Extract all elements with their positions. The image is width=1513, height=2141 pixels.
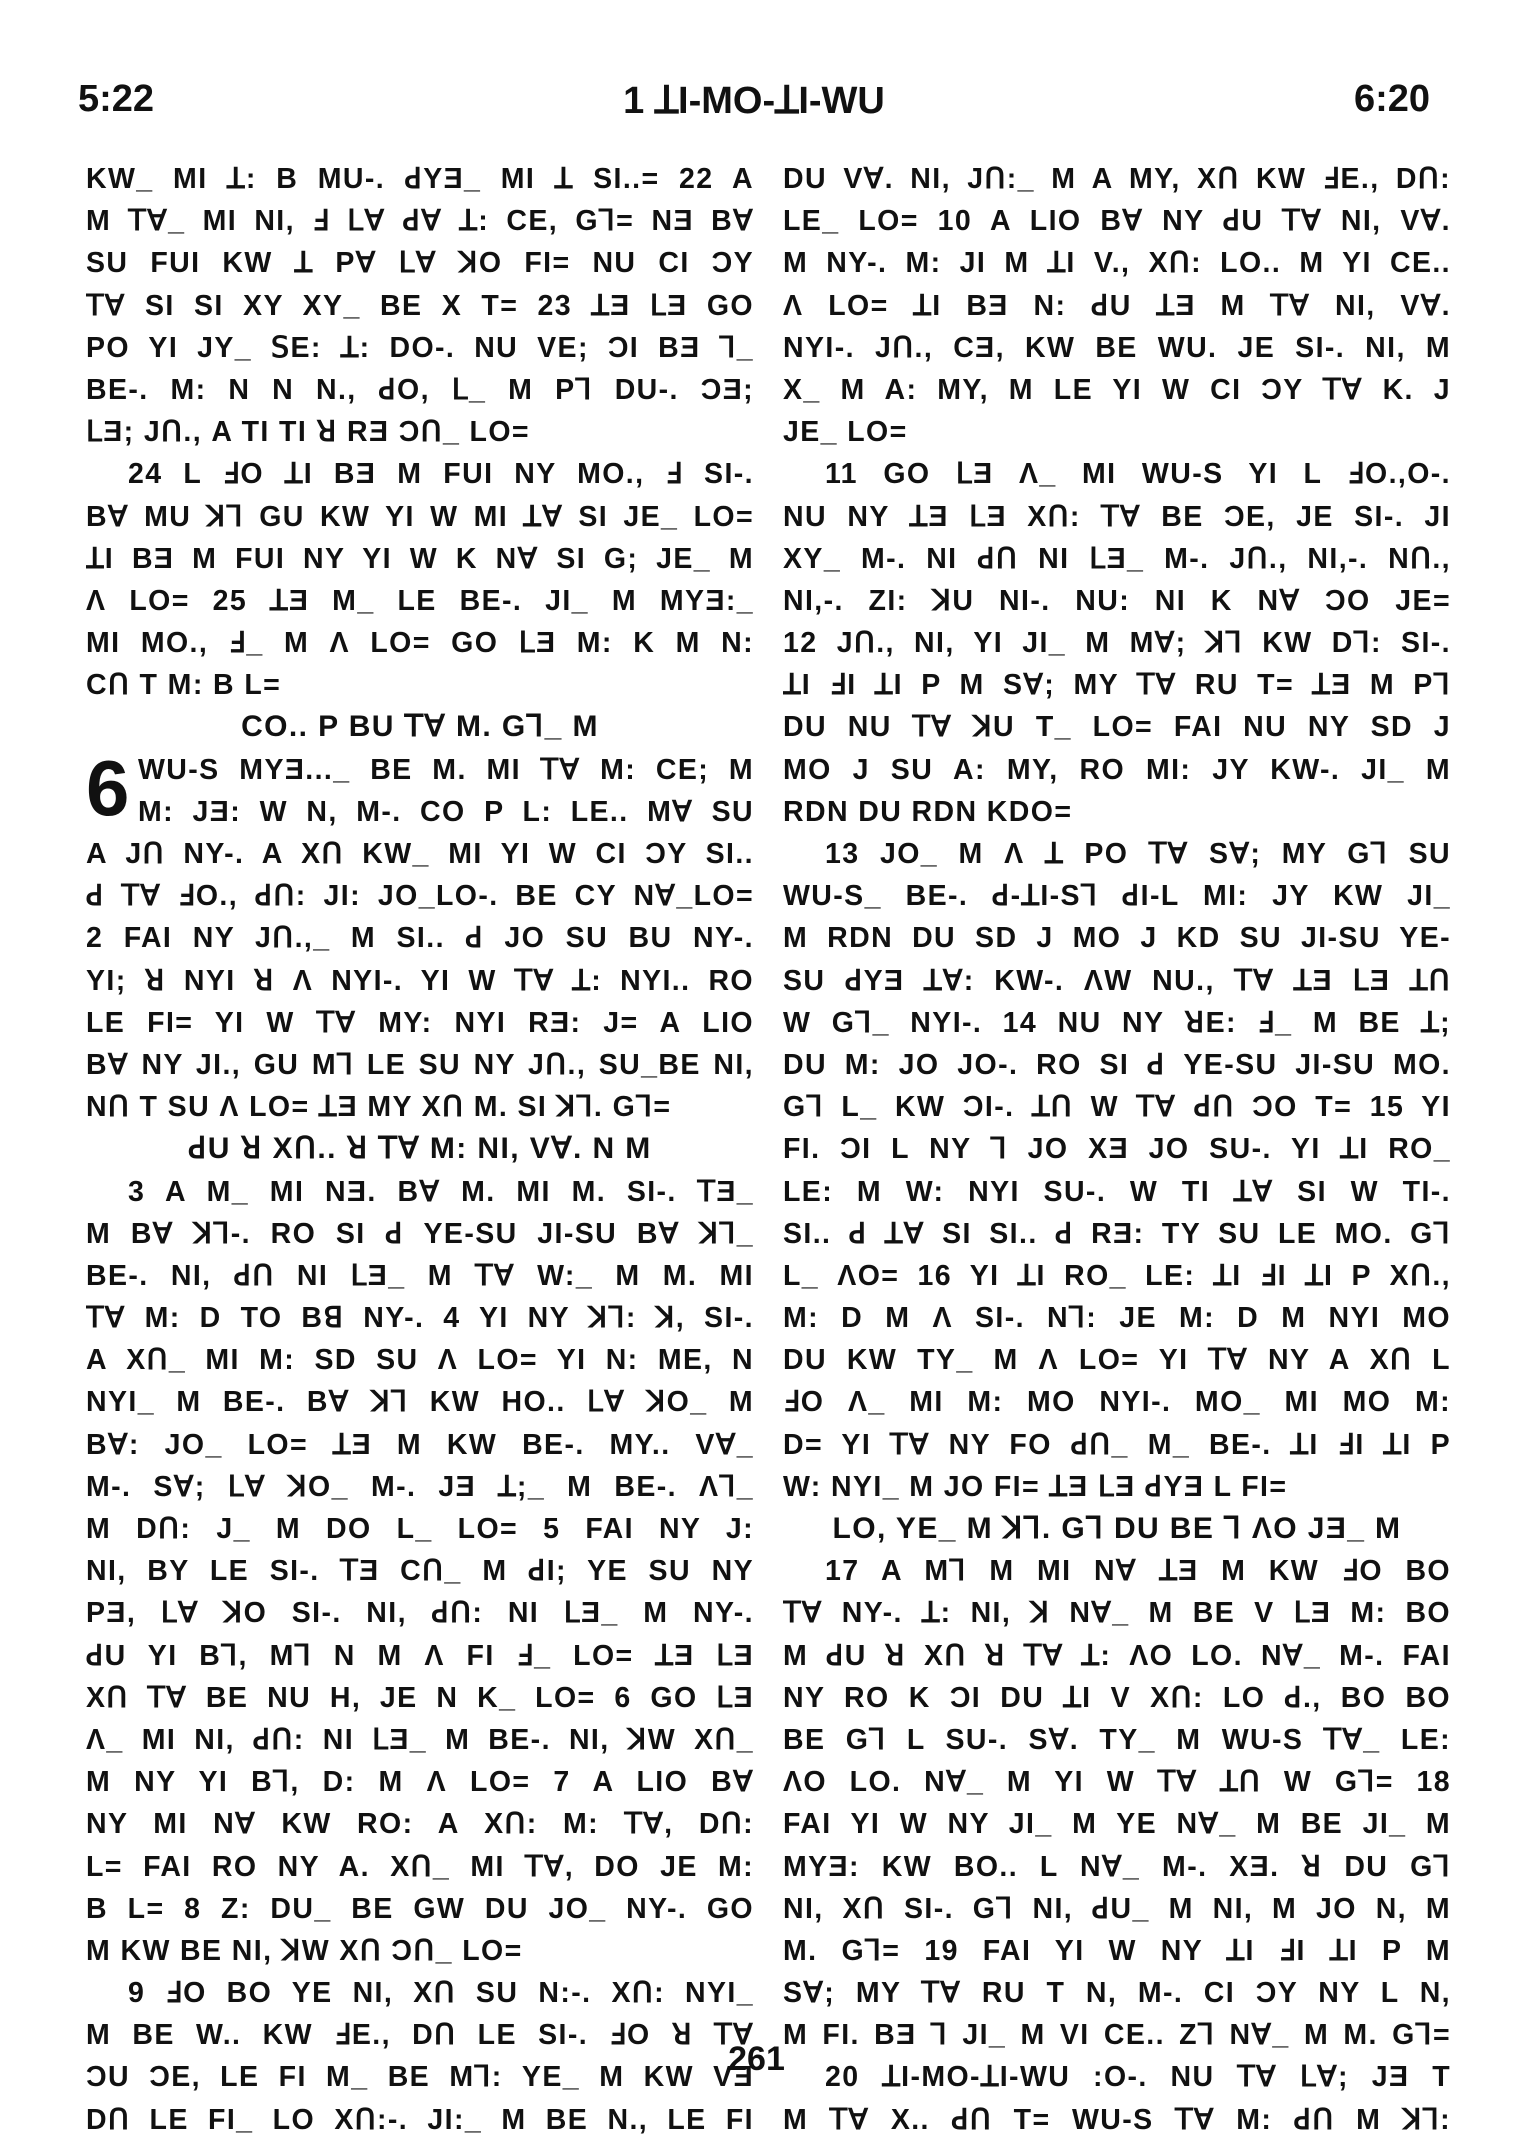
left-text-line: DՈ LE FI_ LO XՈ:-. JI:_ M BE N., LE FI: [86, 2103, 754, 2136]
right-text-line: NI,-. ZI: ꓘU NI-. NU: NI K Nꓯ ƆO JE=: [783, 584, 1451, 617]
right-text-line: ꓞO Ʌ_ MI M: MO NYI-. MO_ MI MO M:: [783, 1386, 1451, 1419]
left-text-line: Bꓯ: JO_ LO= ꓕƎ M KW BE-. MY.. Vꓯ_: [86, 1428, 754, 1461]
right-text-line: M. Gꓶ= 19 FAI YI W NY ꓕI ꓞI ꓕI P M: [783, 1934, 1451, 1967]
running-header: [78, 78, 1430, 128]
left-text-line: NY MI Nꓯ KW RO: A XՈ: M: ꓔꓯ, DՈ:: [86, 1808, 754, 1841]
section-heading: CO.. P BU ꓔꓯ M. Gꓶ_ M: [241, 710, 599, 744]
section-heading: ꓒU ꓤ XՈ.. ꓤ ꓔꓯ M: NI, Vꓯ. N M: [188, 1132, 652, 1166]
right-text-line: 20 ꓕI-MO-ꓕI-WU :O-. NU ꓔꓯ ꓡꓯ; JƎ T: [825, 2061, 1451, 2094]
left-text-line: M NY YI Bꓶ, D: M Ʌ LO= 7 A LIO Bꓯ: [86, 1766, 754, 1799]
left-text-line: PƎ, ꓡꓯ ꓘO SI-. NI, ꓒՈ: NI ꓡƎ_ M NY-.: [86, 1597, 754, 1630]
left-text-line: A XՈ_ MI M: SD SU Ʌ LO= YI N: ME, N: [86, 1344, 754, 1377]
left-text-line: MI MO., ꓞ_ M Ʌ LO= GO ꓡƎ M: K M N:: [86, 627, 754, 660]
left-text-line: L= FAI RO NY A. XՈ_ MI ꓔꓯ, DO JE M:: [86, 1850, 754, 1883]
chapter-drop-cap: 6: [86, 743, 131, 832]
left-text-line: 9 ꓞO BO YE NI, XՈ SU N:-. XՈ: NYI_: [128, 1977, 754, 2010]
right-text-line: SU ꓒYƎ ꓕꓯ: KW-. ɅW NU., ꓔꓯ ꓕƎ ꓡƎ ꓕՈ: [783, 964, 1451, 997]
right-text-line: DU NU ꓔꓯ ꓘU T_ LO= FAI NU NY SD J: [783, 711, 1451, 744]
right-text-line: Sꓯ; MY ꓔꓯ RU T N, M-. CI ƆY NY L N,: [783, 1977, 1451, 2010]
right-text-line: DU Vꓯ. NI, JՈ:_ M A MY, XՈ KW ꓞE., DՈ:: [783, 163, 1451, 195]
right-text-line: NY RO K ƆI DU ꓕI V XՈ: LO ꓒ., BO BO: [783, 1681, 1451, 1714]
right-text-line: ɅO LO. Nꓯ_ M YI W ꓔꓯ ꓕՈ W Gꓶ= 18: [783, 1766, 1451, 1799]
left-text-line: CՈ T M: B L=: [86, 669, 282, 702]
left-text-line: NI, BY LE SI-. ꓔƎ CՈ_ M ꓒI; YE SU NY: [86, 1555, 754, 1588]
left-text-line: BE-. M: N N N., ꓒO, ꓡ_ M Pꓶ DU-. ƆƎ;: [86, 373, 754, 406]
right-text-line: MO J SU A: MY, RO MI: JY KW-. JI_ M: [783, 753, 1451, 786]
right-text-line: JE_ LO=: [783, 416, 908, 449]
section-heading: LO, YE_ M ꓘꓶ. Gꓶ DU BE ꓶ ɅO JƎ_ M: [832, 1512, 1402, 1545]
right-text-line: 12 JՈ., NI, YI JI_ M Mꓯ; ꓘꓶ KW Dꓶ: SI-.: [783, 627, 1451, 660]
right-text-line: M ꓔꓯ X.. ꓒՈ T= WU-S ꓔꓯ M: ꓒՈ M ꓘꓶ:: [783, 2103, 1451, 2136]
left-text-line: LE FI= YI W ꓔꓯ MY: NYI RƎ: J= A LIO: [86, 1006, 754, 1039]
left-text-line: Ʌ_ MI NI, ꓒՈ: NI ꓡƎ_ M BE-. NI, ꓘW XՈ_: [86, 1723, 754, 1756]
right-text-line: M: D M Ʌ SI-. Nꓶ: JE M: D M NYI MO: [783, 1302, 1451, 1335]
right-text-line: NYI-. JՈ., CƎ, KW BE WU. JE SI-. NI, M: [783, 331, 1451, 364]
right-text-line: DU M: JO JO-. RO SI ꓒ YE-SU JI-SU MO.: [783, 1048, 1451, 1081]
left-text-line: M BE W.. KW ꓞE., DՈ LE SI-. ꓞO ꓤ ꓔꓯ: [86, 2019, 754, 2052]
header-chapter-verse-start: 5:22: [78, 78, 155, 120]
right-text-line: ꓕI ꓞI ꓕI P M Sꓯ; MY ꓔꓯ RU T= ꓕƎ M Pꓶ: [783, 669, 1451, 702]
header-book-title: 1 ꓕI-MO-ꓕI-WU: [623, 80, 885, 122]
right-text-line: W Gꓶ_ NYI-. 14 NU NY ꓤE: ꓞ_ M BE ꓕ;: [783, 1006, 1451, 1039]
left-text-line: M Bꓯ ꓘꓶ-. RO SI ꓒ YE-SU JI-SU Bꓯ ꓘꓶ_: [86, 1217, 754, 1250]
left-text-line: KW_ MI ꓕ: B MU-. ꓒYƎ_ MI ꓕ SI..= 22 A: [86, 163, 754, 195]
left-text-line: ƆU ƆE, LE FI M_ BE Mꓶ: YE_ M KW VƎ: [86, 2061, 754, 2094]
left-text-line: ꓔꓯ SI SI XY XY_ BE X T= 23 ꓕƎ ꓡƎ GO: [86, 289, 754, 322]
right-text-line: D= YI ꓔꓯ NY FO ꓒՈ_ M_ BE-. ꓕI ꓞI ꓕI P: [783, 1428, 1451, 1461]
right-text-line: NI, XՈ SI-. Gꓶ NI, ꓒU_ M NI, M JO N, M: [783, 1892, 1451, 1925]
right-text-line: BE Gꓶ L SU-. Sꓯ. TY_ M WU-S ꓔꓯ_ LE:: [783, 1723, 1451, 1756]
page-number: 261: [728, 2040, 785, 2078]
left-text-line: NՈ T SU Ʌ LO= ꓕƎ MY XՈ M. SI ꓘꓶ. Gꓶ=: [86, 1091, 672, 1124]
left-text-line: NYI_ M BE-. Bꓯ ꓘꓶ KW HO.. ꓡꓯ ꓘO_ M: [86, 1386, 754, 1419]
left-text-line: SU FUI KW ꓕ Pꓯ ꓡꓯ ꓘO FI= NU CI ƆY: [86, 247, 754, 280]
header-chapter-verse-end: 6:20: [1353, 78, 1430, 120]
right-text-line: DU KW TY_ M Ʌ LO= YI ꓔꓯ NY A XՈ L: [783, 1344, 1451, 1377]
left-text-line: 2 FAI NY JՈ.,_ M SI.. ꓒ JO SU BU NY-.: [86, 922, 754, 955]
left-text-line: ꓒ ꓔꓯ ꓞO., ꓒՈ: JI: JO_LO-. BE CY Nꓯ_LO=: [86, 880, 754, 913]
left-text-line: ꓔꓯ M: D TO Bꓭ NY-. 4 YI NY ꓘꓶ: ꓘ, SI-.: [86, 1302, 754, 1335]
right-text-line: 13 JO_ M Ʌ ꓕ PO ꓔꓯ Sꓯ; MY Gꓶ SU: [825, 838, 1451, 870]
left-text-line: B L= 8 Z: DU_ BE GW DU JO_ NY-. GO: [86, 1892, 754, 1925]
left-text-line: YI; ꓤ NYI ꓤ Ʌ NYI-. YI W ꓔꓯ ꓕ: NYI.. RO: [86, 964, 754, 997]
right-text-line: M NY-. M: JI M ꓕI V., XՈ: LO.. M YI CE..: [783, 247, 1451, 280]
left-text-line: M: JƎ: W N, M-. CO P L: LE.. Mꓯ SU: [138, 795, 754, 828]
left-text-line: XՈ ꓔꓯ BE NU H, JE N K_ LO= 6 GO ꓡƎ: [86, 1681, 754, 1714]
right-text-line: M ꓒU ꓤ XՈ ꓤ ꓔꓯ ꓕ: ɅO LO. Nꓯ_ M-. FAI: [783, 1639, 1451, 1672]
right-text-line: M RDN DU SD J MO J KD SU JI-SU YE-: [783, 922, 1451, 955]
left-text-line: Ʌ LO= 25 ꓕƎ M_ LE BE-. JI_ M MYƎ:_: [86, 584, 754, 617]
left-text-line: 3 A M_ MI NƎ. Bꓯ M. MI M. SI-. ꓔƎ_: [128, 1175, 754, 1208]
left-text-line: ꓕI BƎ M FUI NY YI W K Nꓯ SI G; JE_ M: [86, 542, 754, 575]
right-text-line: L_ ɅO= 16 YI ꓕI RO_ LE: ꓕI ꓞI ꓕI P XՈ.,: [783, 1259, 1451, 1292]
right-text-line: MYƎ: KW BO.. L Nꓯ_ M-. XƎ. ꓤ DU Gꓶ: [783, 1850, 1451, 1883]
right-text-line: NU NY ꓕƎ ꓡƎ XՈ: ꓔꓯ BE ƆE, JE SI-. JI: [783, 500, 1451, 533]
left-text-line: PO YI JY_ ꓢE: ꓕ: DO-. NU VE; ƆI BƎ ꓶ_: [86, 331, 754, 364]
right-text-line: FAI YI W NY JI_ M YE Nꓯ_ M BE JI_ M: [783, 1808, 1451, 1841]
right-text-line: X_ M A: MY, M LE YI W CI ƆY ꓔꓯ K. J: [783, 373, 1451, 406]
right-text-line: SI.. ꓒ ꓕꓯ SI SI.. ꓒ RƎ: TY SU LE MO. Gꓶ: [783, 1217, 1451, 1250]
left-text-line: ꓡƎ; JՈ., A TI TI ꓤ RƎ ƆՈ_ LO=: [86, 416, 530, 449]
left-text-line: M-. Sꓯ; ꓡꓯ ꓘO_ M-. JƎ ꓕ;_ M BE-. Ʌꓶ_: [86, 1470, 754, 1503]
right-text-line: M FI. BƎ ꓶ JI_ M VI CE.. Zꓶ Nꓯ_ M M. Gꓶ=: [783, 2019, 1451, 2052]
left-text-line: BE-. NI, ꓒՈ NI ꓡƎ_ M ꓔꓯ W:_ M M. MI: [86, 1259, 754, 1292]
right-text-line: RDN DU RDN KDO=: [783, 795, 1073, 828]
right-text-line: FI. ƆI L NY ꓶ JO XƎ JO SU-. YI ꓕI RO_: [783, 1133, 1451, 1166]
left-text-line: M KW BE NI, ꓘW XՈ ƆՈ_ LO=: [86, 1934, 523, 1967]
right-text-line: ꓔꓯ NY-. ꓕ: NI, ꓘ Nꓯ_ M BE V ꓡƎ M: BO: [783, 1597, 1451, 1630]
right-text-line: 11 GO ꓡƎ Ʌ_ MI WU-S YI L ꓞO.,O-.: [825, 458, 1451, 491]
right-text-line: Ʌ LO= ꓕI BƎ N: ꓒU ꓕƎ M ꓔꓯ NI, Vꓯ.: [783, 289, 1451, 322]
right-text-line: W: NYI_ M JO FI= ꓕƎ ꓡƎ ꓒYƎ L FI=: [783, 1470, 1288, 1503]
right-text-column: [783, 158, 1451, 2141]
right-text-line: LE_ LO= 10 A LIO Bꓯ NY ꓒU ꓔꓯ NI, Vꓯ.: [783, 205, 1451, 238]
left-text-line: M DՈ: J_ M DO L_ LO= 5 FAI NY J:: [86, 1513, 754, 1545]
right-text-line: 17 A Mꓶ M MI Nꓯ ꓕƎ M KW ꓞO BO: [825, 1555, 1451, 1588]
left-text-line: Bꓯ NY JI., GU Mꓶ LE SU NY JՈ., SU_BE NI,: [86, 1048, 754, 1081]
left-text-line: WU-S MYƎ..._ BE M. MI ꓔꓯ M: CE; M: [138, 753, 754, 786]
left-text-column: [86, 158, 754, 2141]
left-text-line: A JՈ NY-. A XՈ KW_ MI YI W CI ƆY SI..: [86, 838, 754, 870]
right-text-line: WU-S_ BE-. ꓒ-ꓕI-Sꓶ ꓒI-L MI: JY KW JI_: [783, 880, 1451, 913]
right-text-line: LE: M W: NYI SU-. W TI ꓕꓯ SI W TI-.: [783, 1175, 1451, 1208]
right-text-line: Gꓶ L_ KW ƆI-. ꓕՈ W ꓔꓯ ꓒՈ ƆO T= 15 YI: [783, 1091, 1451, 1124]
left-text-line: ꓒU YI Bꓶ, Mꓶ N M Ʌ FI ꓞ_ LO= ꓕƎ ꓡƎ: [86, 1639, 754, 1672]
left-text-line: M ꓔꓯ_ MI NI, ꓞ ꓡꓯ ꓒꓯ ꓕ: CE, Gꓶ= NƎ Bꓯ: [86, 205, 754, 238]
left-text-line: 24 L ꓞO ꓕI BƎ M FUI NY MO., ꓞ SI-.: [128, 458, 754, 491]
left-text-line: Bꓯ MU ꓘꓶ GU KW YI W MI ꓕꓯ SI JE_ LO=: [86, 500, 754, 533]
right-text-line: XY_ M-. NI ꓒՈ NI ꓡƎ_ M-. JՈ., NI,-. NՈ.,: [783, 542, 1451, 575]
